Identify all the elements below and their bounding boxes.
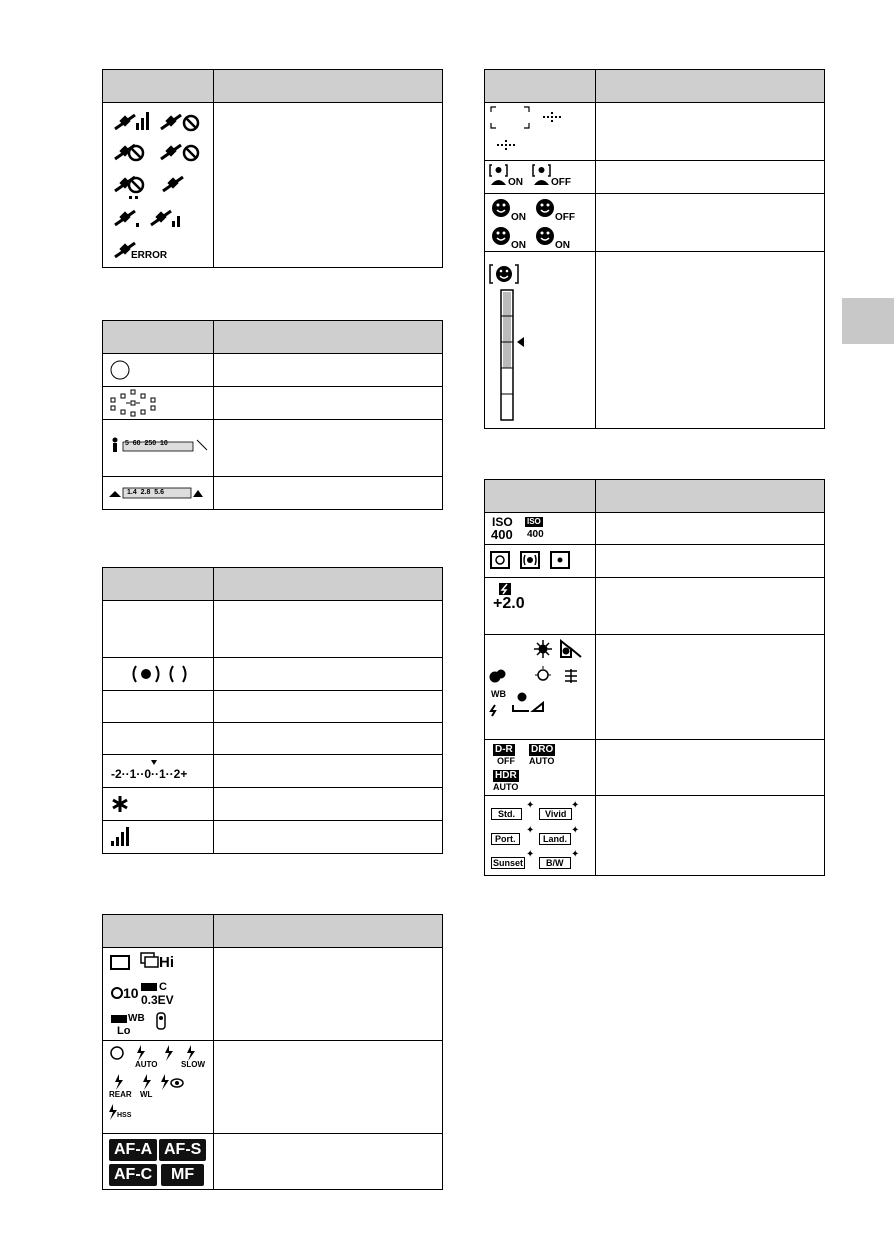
description-cell (596, 740, 825, 796)
metering-mode-icon (485, 545, 595, 577)
ae-lock-cell (103, 788, 214, 821)
creative-std-star-icon: ✦ (526, 800, 535, 811)
drive-hi-label: Hi (159, 954, 174, 971)
shake-warning-cell (103, 821, 214, 854)
af-face-table (484, 69, 825, 429)
wb-label: WB (491, 689, 506, 699)
creative-sunset-badge: Sunset (493, 858, 524, 868)
header-cell (214, 915, 443, 948)
dr-off-badge: D-R (495, 744, 513, 755)
hdr-auto-label: AUTO (493, 782, 519, 792)
creative-port-star-icon: ✦ (526, 825, 535, 836)
description-cell (214, 788, 443, 821)
flash-hss-label: HSS (117, 1112, 132, 1119)
iso-auto-label: ISO (527, 517, 541, 526)
smile-off-label: OFF (555, 212, 575, 223)
description-cell (214, 1134, 443, 1190)
flash-wl-label: WL (140, 1090, 153, 1099)
dro-auto-label: AUTO (529, 756, 555, 766)
creative-std-badge: Std. (491, 808, 522, 820)
smile-on-label-2: ON (511, 240, 526, 251)
creative-style-cell (485, 796, 596, 876)
description-cell (214, 420, 443, 477)
hdr-auto-badge: HDR (495, 770, 517, 781)
self-timer-label: 10 (123, 985, 139, 1001)
empty-cell (103, 601, 214, 658)
bracket-ev-label: 0.3EV (141, 993, 174, 1007)
description-cell (214, 691, 443, 723)
creative-land-star-icon: ✦ (571, 825, 580, 836)
description-cell (214, 387, 443, 420)
description-cell (214, 723, 443, 755)
flash-auto-label: AUTO (135, 1060, 158, 1069)
creative-port-badge: Port. (491, 833, 520, 845)
bracket-wb-label: WB (128, 1013, 145, 1024)
spot-circle-cell (103, 354, 214, 387)
flash-compensation-cell (485, 578, 596, 635)
smile-meter-cell (485, 252, 596, 429)
exposure-scale-label: -2··1··0··1··2+ (111, 767, 188, 781)
flash-rear-label: REAR (109, 1090, 132, 1099)
header-cell (596, 70, 825, 103)
creative-vivid-badge: Vivid (539, 808, 572, 820)
settings-table (484, 479, 825, 876)
header-cell (103, 70, 214, 103)
af-frame-icon (485, 103, 595, 160)
header-cell (214, 321, 443, 354)
focus-table (102, 320, 443, 510)
dro-cell (485, 740, 596, 796)
bracket-lo-label: Lo (117, 1025, 131, 1037)
dr-off-label: OFF (497, 756, 515, 766)
steady-shot-cell (103, 658, 214, 691)
mf-badge: MF (161, 1164, 204, 1186)
face-registration-icon (485, 161, 595, 193)
flash-mode-cell (103, 1041, 214, 1134)
gps-table (102, 69, 443, 268)
smile-detection-icon (485, 194, 595, 251)
face-on-label: ON (508, 177, 523, 188)
header-cell (214, 70, 443, 103)
ae-lock-icon (103, 788, 213, 820)
exposure-scale-cell (103, 755, 214, 788)
smile-on-label: ON (511, 212, 526, 223)
af-area-cell (103, 387, 214, 420)
iso-label: ISO (492, 515, 513, 529)
description-cell (214, 1041, 443, 1134)
creative-bw-badge: B/W (539, 857, 571, 869)
shake-warning-icon (103, 821, 213, 853)
af-frame-cell (485, 103, 596, 161)
distance-scale-cell (103, 420, 214, 477)
header-cell (214, 568, 443, 601)
header-cell (485, 70, 596, 103)
header-cell (485, 480, 596, 513)
iso-cell (485, 513, 596, 545)
header-cell (103, 321, 214, 354)
gps-error-label: ERROR (131, 250, 168, 261)
description-cell (596, 545, 825, 578)
description-cell (596, 635, 825, 740)
white-balance-cell (485, 635, 596, 740)
af-area-icon (103, 387, 213, 419)
smile-on-label-3: ON (555, 240, 570, 251)
bracket-continuous-label: C (159, 981, 167, 993)
header-cell (596, 480, 825, 513)
description-cell (214, 821, 443, 854)
header-cell (103, 915, 214, 948)
af-a-badge: AF-A (109, 1139, 157, 1161)
description-cell (596, 252, 825, 429)
description-cell (596, 161, 825, 194)
empty-cell (103, 723, 214, 755)
description-cell (214, 948, 443, 1041)
iso-value: 400 (491, 527, 513, 542)
drive-mode-cell (103, 948, 214, 1041)
distance-scale-icon (103, 420, 213, 476)
af-c-badge: AF-C (109, 1164, 157, 1186)
description-cell (214, 354, 443, 387)
creative-land-badge: Land. (539, 833, 571, 845)
af-s-badge: AF-S (159, 1139, 206, 1161)
flash-slow-label: SLOW (181, 1060, 205, 1069)
creative-bw-star-icon: ✦ (571, 849, 580, 860)
empty-cell (103, 691, 214, 723)
face-off-label: OFF (551, 177, 571, 188)
exposure-table (102, 567, 443, 854)
white-balance-icon (485, 635, 595, 739)
smile-detection-cell (485, 194, 596, 252)
description-cell (596, 194, 825, 252)
description-cell (596, 103, 825, 161)
steady-shot-icon (103, 658, 213, 690)
iso-auto-value: 400 (527, 529, 544, 540)
drive-table (102, 914, 443, 1190)
face-registration-cell (485, 161, 596, 194)
description-cell (214, 601, 443, 658)
smile-sensitivity-icon (485, 252, 595, 428)
description-cell (214, 477, 443, 510)
dro-auto-badge: DRO (531, 744, 554, 755)
gps-signal-icon (103, 103, 213, 267)
gps-icons-cell (103, 103, 214, 268)
distance-scale-label: 5 60 250 10 (125, 440, 168, 447)
focus-mode-cell (103, 1134, 214, 1190)
aperture-scale-label: 1.4 2.8 5.6 (127, 489, 164, 496)
chapter-tab (842, 298, 894, 344)
creative-vivid-star-icon: ✦ (571, 800, 580, 811)
description-cell (596, 578, 825, 635)
spot-circle-icon (103, 354, 213, 386)
description-cell (214, 103, 443, 268)
header-cell (103, 568, 214, 601)
flash-mode-icon (103, 1041, 213, 1133)
description-cell (596, 796, 825, 876)
aperture-scale-cell (103, 477, 214, 510)
metering-cell (485, 545, 596, 578)
creative-sunset-star-icon: ✦ (526, 849, 535, 860)
description-cell (214, 658, 443, 691)
description-cell (214, 755, 443, 788)
description-cell (596, 513, 825, 545)
flash-compensation-value: +2.0 (493, 595, 525, 612)
